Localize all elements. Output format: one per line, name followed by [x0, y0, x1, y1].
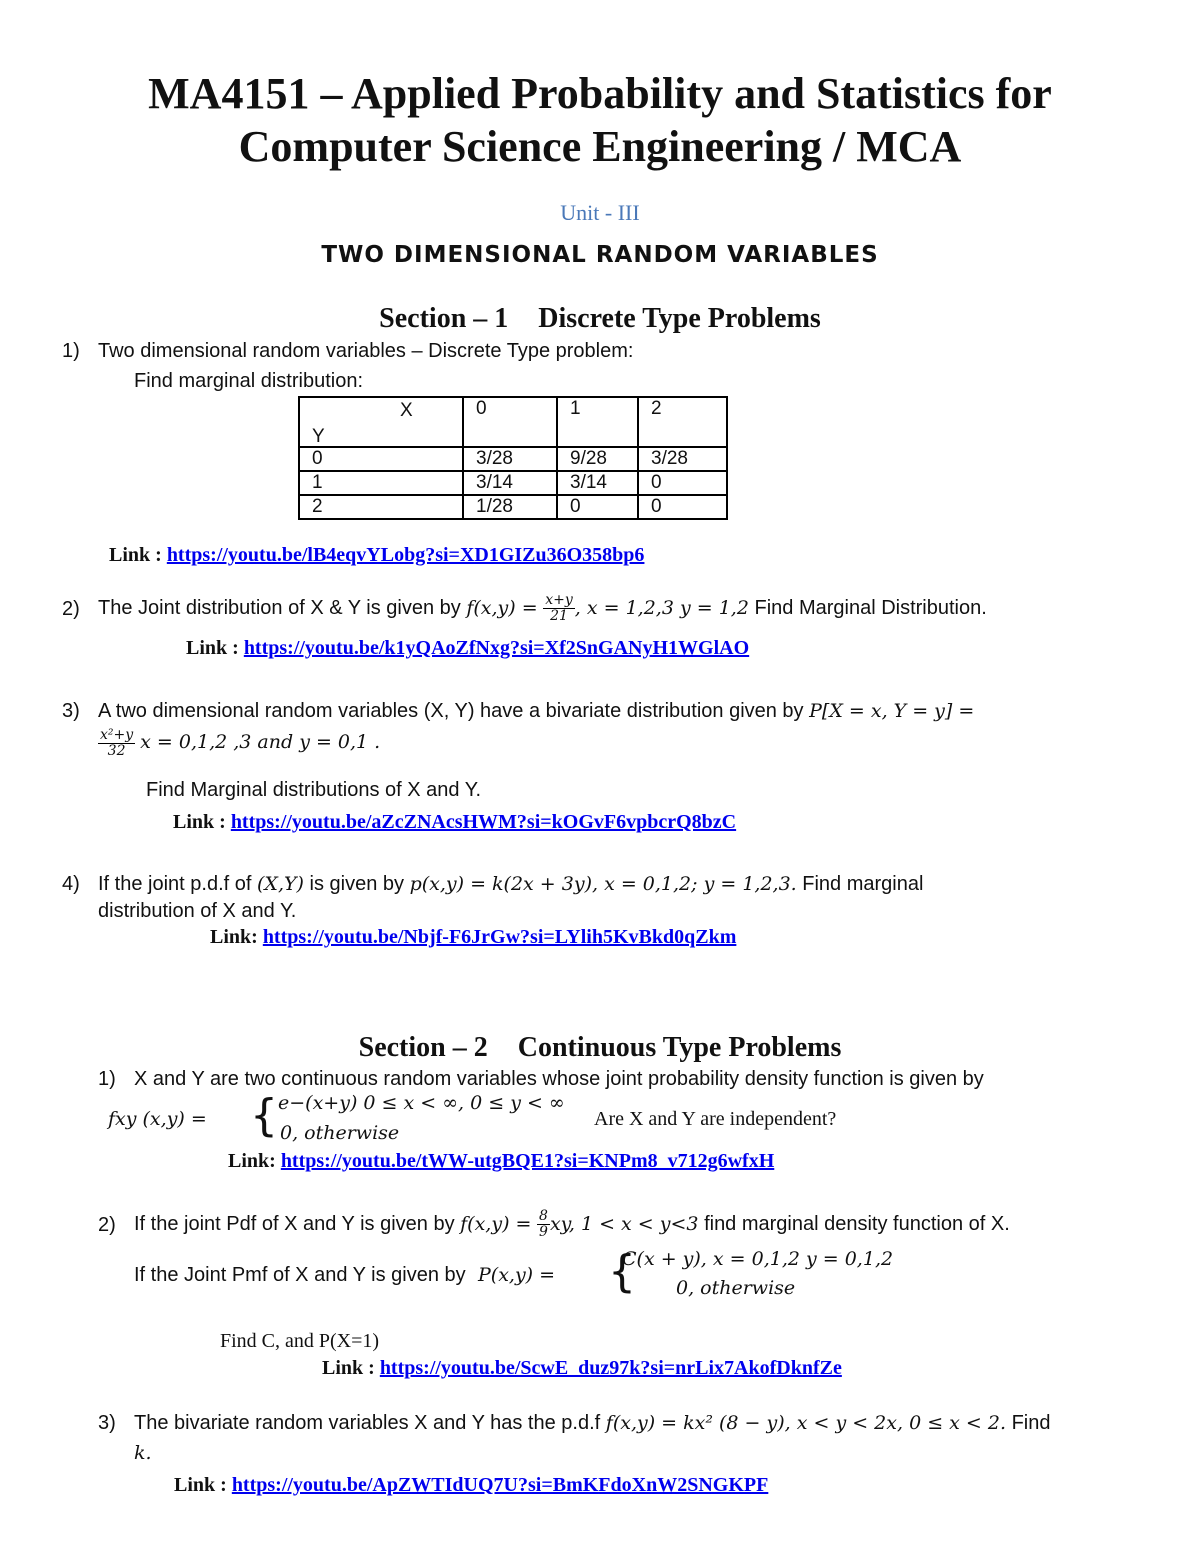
- table-row: [299, 471, 727, 495]
- doc-title-line1: MA4151 – Applied Probability and Statistics for: [148, 69, 1052, 118]
- link-label: Link :: [173, 811, 226, 833]
- table-header-y: Y: [312, 426, 325, 447]
- s1-p2-line: [98, 590, 987, 626]
- s2-p2-case2: 0, otherwise: [676, 1277, 796, 1299]
- table-cell: 3/28: [638, 447, 727, 471]
- s1-p4-math-a: (X,Y): [257, 873, 304, 895]
- link-label: Link :: [174, 1474, 227, 1496]
- s2-p2-text-after: find marginal density function of X.: [704, 1213, 1010, 1235]
- s2-p1-math-lhs: fxy (x,y) =: [108, 1108, 207, 1130]
- s2-p1-link-row: [228, 1150, 774, 1173]
- s1-p2-number: 2): [62, 598, 80, 620]
- table-corner-cell: [299, 397, 463, 447]
- table-col-header: 1: [557, 397, 638, 447]
- s2-p1-case2: 0, otherwise: [280, 1122, 400, 1144]
- s2-p2-case1: C(x + y), x = 0,1,2 y = 0,1,2: [622, 1248, 894, 1270]
- s2-p3-link-row: [174, 1474, 768, 1497]
- s2-p2-text: If the joint Pdf of X and Y is given by: [134, 1213, 455, 1235]
- table-col-header: 2: [638, 397, 727, 447]
- video-link[interactable]: https://youtu.be/k1yQAoZfNxg?si=Xf2SnGANyH1WGlAO: [243, 637, 750, 659]
- table-row: [299, 495, 727, 519]
- table-row: [299, 447, 727, 471]
- video-link[interactable]: https://youtu.be/tWW-utgBQE1?si=KNPm8_v712g6wfxH: [280, 1150, 775, 1172]
- s2-p2-subtext: Find C, and P(X=1): [220, 1330, 380, 1352]
- section1-heading: [0, 303, 1200, 335]
- table-header-row: [299, 397, 727, 447]
- video-link[interactable]: https://youtu.be/ScwE_duz97k?si=nrLix7AkofDknfZe: [379, 1357, 842, 1379]
- s1-p2-link-row: [186, 637, 749, 660]
- fraction-numerator: x+y: [545, 592, 573, 609]
- s1-p4-link-row: [210, 926, 736, 949]
- table-row-label: 1: [299, 471, 463, 495]
- s2-p1-text-after: Are X and Y are independent?: [594, 1108, 837, 1130]
- video-link[interactable]: https://youtu.be/lB4eqvYLobg?si=XD1GIZu36O358bp6: [166, 544, 645, 566]
- link-label: Link :: [186, 637, 239, 659]
- s2-p3-math: f(x,y) = kx² (8 − y), x < y < 2x, 0 ≤ x < 2.: [605, 1412, 1006, 1434]
- joint-distribution-table: [298, 396, 728, 520]
- s1-p2-math-rhs: , x = 1,2,3 y = 1,2: [574, 597, 749, 619]
- s2-p3-text-after: Find: [1011, 1412, 1051, 1434]
- s1-p4-number: 4): [62, 873, 80, 895]
- table-header-x: X: [400, 400, 413, 421]
- s2-p1-number: 1): [98, 1068, 116, 1090]
- section2-heading: [0, 1032, 1200, 1064]
- unit-title: TWO DIMENSIONAL RANDOM VARIABLES: [321, 242, 879, 268]
- section2-label: Section – 2: [358, 1032, 488, 1063]
- s1-p1-link-row: [109, 544, 644, 567]
- s2-p2-math-rhs: xy, 1 < x < y<3: [549, 1213, 699, 1235]
- fraction-numerator: x²+y: [100, 727, 134, 743]
- s1-p3-fraction: [98, 728, 135, 759]
- s2-p3-number: 3): [98, 1412, 116, 1434]
- section1-label: Section – 1: [379, 303, 509, 334]
- table-row-label: 0: [299, 447, 463, 471]
- s2-p2-link-row: [322, 1357, 842, 1380]
- table-cell: 0: [638, 495, 727, 519]
- table-cell: 3/14: [463, 471, 557, 495]
- table-cell: 3/14: [557, 471, 638, 495]
- s2-p3-text: The bivariate random variables X and Y has the p.d.f: [134, 1412, 601, 1434]
- s2-p1-text: X and Y are two continuous random variables whose joint probability density function is given by: [134, 1068, 984, 1090]
- s1-p4-text-after: Find marginal: [802, 873, 924, 895]
- s2-p2-fraction: [537, 1209, 550, 1240]
- s1-p1-number: 1): [62, 340, 80, 362]
- fraction-denominator: 9: [539, 1224, 548, 1241]
- s2-p2-equation: [134, 1244, 934, 1304]
- link-label: Link :: [322, 1357, 375, 1379]
- s1-p4-line1: [98, 873, 923, 896]
- s2-p2-text2: If the Joint Pmf of X and Y is given by: [134, 1264, 466, 1286]
- video-link[interactable]: https://youtu.be/ApZWTIdUQ7U?si=BmKFdoXnW2SNGKPF: [231, 1474, 769, 1496]
- s1-p4-line2: distribution of X and Y.: [98, 900, 297, 922]
- video-link[interactable]: https://youtu.be/Nbjf-F6JrGw?si=LYlih5KvBkd0qZkm: [262, 926, 737, 948]
- s2-p2-line1: [134, 1206, 1010, 1242]
- table-cell: 0: [557, 495, 638, 519]
- table-cell: 9/28: [557, 447, 638, 471]
- s1-p2-text: The Joint distribution of X & Y is given by: [98, 597, 461, 619]
- s2-p2-number: 2): [98, 1214, 116, 1236]
- table-cell: 3/28: [463, 447, 557, 471]
- s1-p3-subtext: Find Marginal distributions of X and Y.: [146, 779, 482, 801]
- s1-p1-subtext: Find marginal distribution:: [134, 370, 363, 392]
- s1-p3-number: 3): [62, 700, 80, 722]
- fraction-denominator: 32: [107, 743, 126, 759]
- s1-p1-text: Two dimensional random variables – Discrete Type problem:: [98, 340, 634, 362]
- s1-p3-math-rhs: x = 0,1,2 ,3 and y = 0,1 .: [140, 731, 381, 754]
- video-link[interactable]: https://youtu.be/aZcZNAcsHWM?si=kOGvF6vpbcrQ8bzC: [230, 811, 737, 833]
- s1-p4-text-mid: is given by: [309, 873, 404, 895]
- s1-p4-math-b: p(x,y) = k(2x + 3y), x = 0,1,2; y = 1,2,3.: [409, 873, 797, 895]
- s1-p3-line1: [98, 700, 974, 723]
- s1-p3-link-row: [173, 811, 736, 834]
- doc-title-line2: Computer Science Engineering / MCA: [238, 122, 962, 171]
- fraction-numerator: 8: [539, 1208, 548, 1225]
- s1-p4-text: If the joint p.d.f of: [98, 873, 252, 895]
- s2-p3-line2: k.: [134, 1442, 152, 1464]
- table-row-label: 2: [299, 495, 463, 519]
- s1-p3-line2: [98, 728, 380, 759]
- s2-p3-line1: [134, 1412, 1050, 1435]
- brace-symbol: {: [250, 1090, 278, 1141]
- table-cell: 0: [638, 471, 727, 495]
- link-label: Link :: [109, 544, 162, 566]
- fraction-denominator: 21: [550, 608, 568, 625]
- brace-symbol: {: [608, 1246, 636, 1297]
- table-cell: 1/28: [463, 495, 557, 519]
- link-label: Link:: [210, 926, 258, 948]
- s1-p2-math-lhs: f(x,y) =: [466, 597, 538, 619]
- s1-p3-math-lhs: P[X = x, Y = y] =: [809, 700, 975, 722]
- section2-title: Continuous Type Problems: [517, 1032, 842, 1063]
- link-label: Link:: [228, 1150, 276, 1172]
- section1-title: Discrete Type Problems: [538, 303, 821, 334]
- s1-p2-fraction: [543, 593, 575, 624]
- unit-label: Unit - III: [560, 200, 640, 225]
- s2-p2-math2-lhs: P(x,y) =: [478, 1264, 556, 1286]
- table-col-header: 0: [463, 397, 557, 447]
- s2-p2-math-lhs: f(x,y) =: [460, 1213, 532, 1235]
- s2-p1-case1: e−(x+y) 0 ≤ x < ∞, 0 ≤ y < ∞: [278, 1092, 565, 1114]
- s1-p2-text-after: Find Marginal Distribution.: [754, 597, 987, 619]
- s1-p3-text: A two dimensional random variables (X, Y) have a bivariate distribution given by: [98, 700, 804, 722]
